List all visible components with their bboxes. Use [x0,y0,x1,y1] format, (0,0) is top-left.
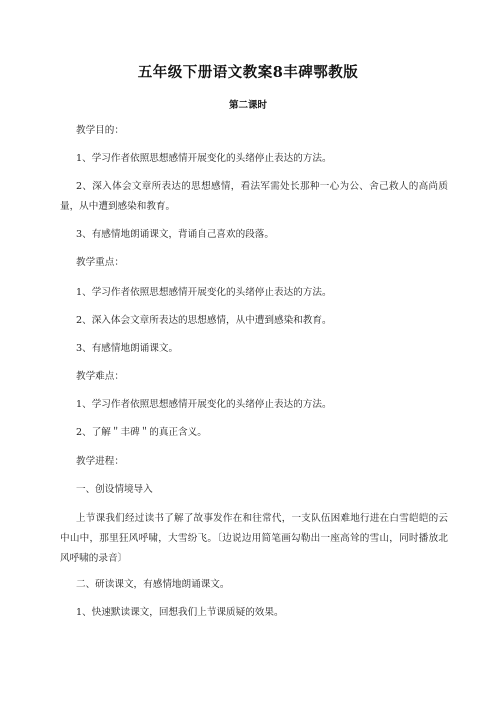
paragraph: 2、深入体会文章所表达的思想感情，看法军需处长那种一心为公、舍己救人的高尚质量，从中遭到感染和教育。 [60,181,448,212]
paragraph: 上节课我们经过读书了解了故事发作在和往常代，一支队伍困难地行进在白雪皑皑的云中山中，那里狂风呼啸，大雪纷飞。〔边说边用简笔画勾勒出一座高耸的雪山，同时播放北风呼啸的录音〕 [60,513,448,564]
paragraph: 二、研读课文，有感情地朗诵课文。 [76,579,230,590]
paragraph: 1、快速默读课文，回想我们上节课质疑的效果。 [76,607,284,618]
paragraph: 1、学习作者依照思想感情开展变化的头绪停止表达的方法。 [76,153,332,164]
paragraph: 2、了解＂丰碑＂的真正含义。 [76,427,207,438]
paragraph: 教学进程： [76,456,124,467]
document-title: 五年级下册语文教案8丰碑鄂教版 [137,64,359,81]
paragraph: 1、学习作者依照思想感情开展变化的头绪停止表达的方法。 [76,287,332,298]
paragraph: 2、深入体会文章所表达的思想感情，从中遭到感染和教育。 [76,315,332,326]
document-subtitle: 第二课时 [228,100,267,111]
paragraph: 教学目的： [76,125,124,136]
paragraph: 一、创设情境导入 [76,484,153,495]
paragraph: 教学难点： [76,371,124,382]
paragraph: 3、有感情地朗诵课文，背诵自己喜欢的段落。 [76,229,274,240]
paragraph: 3、有感情地朗诵课文。 [76,343,179,354]
paragraph: 教学重点： [76,257,124,268]
paragraph: 1、学习作者依照思想感情开展变化的头绪停止表达的方法。 [76,399,332,410]
